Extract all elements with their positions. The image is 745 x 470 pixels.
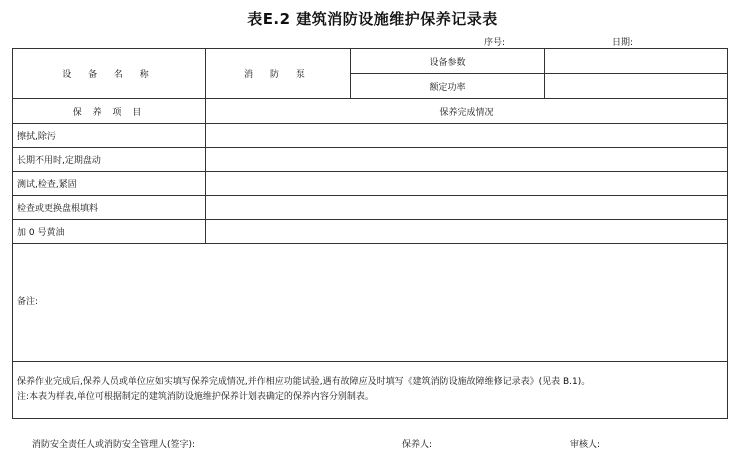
- maintenance-item: 测试,检查,紧固: [13, 172, 206, 196]
- maintainer-label: 保养人:: [402, 440, 433, 450]
- equipment-name-label: 设 备 名 称: [13, 49, 206, 99]
- remarks-cell[interactable]: [13, 244, 728, 362]
- table-row: [13, 220, 728, 244]
- page-title: 表E.2 建筑消防设施维护保养记录表: [247, 10, 498, 28]
- maintenance-item: 长期不用时,定期盘动: [13, 148, 206, 172]
- completion-status-cell[interactable]: [206, 124, 728, 148]
- manager-signature-label: 消防安全责任人或消防安全管理人(签字):: [32, 440, 196, 450]
- completion-status-header: 保养完成情况: [206, 99, 728, 124]
- reviewer-label: 审核人:: [570, 440, 601, 450]
- notes-cell: [13, 362, 728, 419]
- completion-status-cell[interactable]: [206, 148, 728, 172]
- equipment-param-label: 设备参数: [351, 49, 545, 74]
- maintenance-record-table: [12, 48, 728, 419]
- maintenance-item: 检查或更换盘根填料: [13, 196, 206, 220]
- remarks-row: [13, 244, 728, 362]
- rated-power-value-cell[interactable]: [545, 74, 728, 99]
- equipment-param-value-cell[interactable]: [545, 49, 728, 74]
- completion-status-cell[interactable]: [206, 172, 728, 196]
- table-row: [13, 124, 728, 148]
- maintenance-item: 加 0 号黄油: [13, 220, 206, 244]
- table-row: [13, 196, 728, 220]
- equipment-name-value: 消 防 泵: [206, 49, 351, 99]
- remarks-label: 备注:: [17, 297, 39, 307]
- serial-number-label: 序号:: [484, 38, 506, 48]
- maintenance-item: 擦拭,除污: [13, 124, 206, 148]
- maintenance-items-header: 保 养 项 目: [13, 99, 206, 124]
- note-sample: 注:本表为样表,单位可根据制定的建筑消防设施维护保养计划表确定的保养内容分别制表。: [17, 392, 374, 402]
- completion-status-cell[interactable]: [206, 196, 728, 220]
- items-header-row: [13, 99, 728, 124]
- rated-power-label: 额定功率: [351, 74, 545, 99]
- completion-status-cell[interactable]: [206, 220, 728, 244]
- table-row: [13, 148, 728, 172]
- notes-row: [13, 362, 728, 419]
- date-label: 日期:: [612, 38, 634, 48]
- equipment-row-1: [13, 49, 728, 74]
- note-instruction: 保养作业完成后,保养人员或单位应如实填写保养完成情况,并作相应功能试验,遇有故障应及时填写《建筑消防设施故障维修记录表》(见表 B.1)。: [17, 377, 591, 387]
- table-row: [13, 172, 728, 196]
